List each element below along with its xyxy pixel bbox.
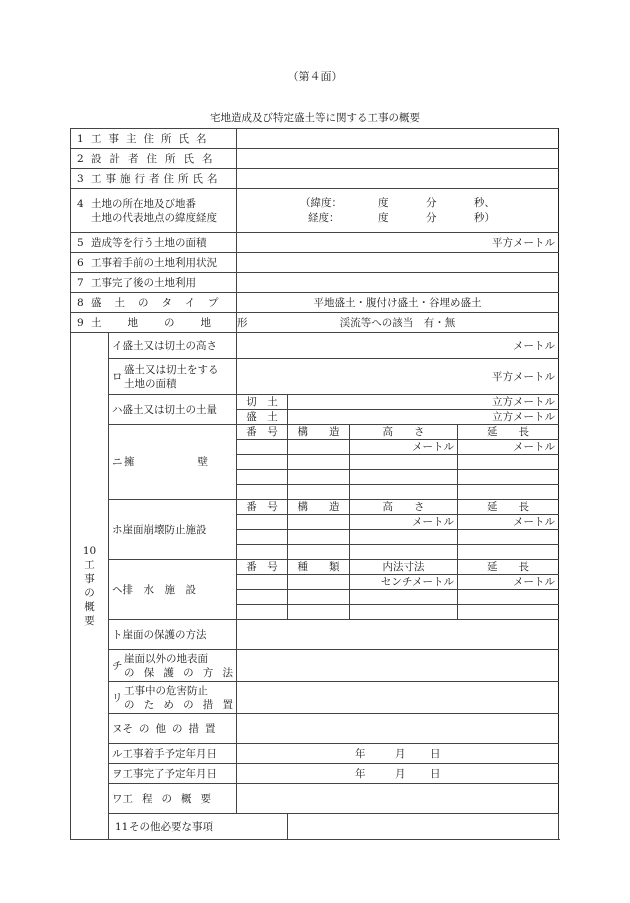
cell[interactable]	[237, 440, 288, 455]
cell[interactable]	[350, 545, 458, 560]
col-header-height: 高 さ	[350, 425, 458, 440]
field-terrain[interactable]	[237, 313, 559, 333]
field-contractor[interactable]	[237, 169, 559, 189]
row-label: 造成等を行う土地の面積	[91, 236, 207, 249]
cell[interactable]	[458, 575, 559, 590]
field-fill-volume[interactable]	[288, 410, 559, 425]
cell[interactable]	[288, 545, 350, 560]
row-label: 工事完了後の土地利用	[91, 276, 196, 289]
lon-label: 経度：	[308, 211, 340, 224]
fill-label: 盛 土	[237, 410, 288, 425]
cell[interactable]	[288, 575, 350, 590]
cell[interactable]	[458, 455, 559, 470]
row-label: 設計者住所氏名	[91, 152, 221, 165]
cell[interactable]	[350, 605, 458, 620]
field-prior-use[interactable]	[237, 253, 559, 273]
cell[interactable]	[350, 575, 458, 590]
row-11	[71, 814, 559, 840]
day-label: 日	[430, 767, 441, 780]
row-label: 工事着手前の土地利用状況	[91, 256, 217, 269]
sub-label-line1: 崖面以外の地表面	[124, 652, 208, 665]
cell[interactable]	[288, 530, 350, 545]
unit-label: メートル	[513, 441, 555, 453]
row-10-wo	[71, 764, 559, 784]
col-header-height: 高 さ	[350, 500, 458, 515]
cell[interactable]	[237, 545, 288, 560]
col-header-length: 延 長	[458, 560, 559, 575]
row-10-ha-cut	[71, 395, 559, 410]
year-label: 年	[355, 767, 366, 780]
row-label: 工事施行者住所氏名	[91, 172, 222, 185]
sub-mark: イ	[112, 339, 123, 352]
field-schedule[interactable]	[237, 784, 559, 814]
field-cut-fill-area[interactable]	[237, 359, 559, 395]
col-header-length: 延 長	[458, 500, 559, 515]
fill-type-options: 平地盛土・腹付け盛土・谷埋め盛土	[313, 296, 482, 309]
unit-label: メートル	[513, 339, 555, 352]
row-10-ro	[71, 359, 559, 395]
vert-char: 概	[84, 601, 95, 613]
sub-label: その他の措置	[122, 722, 222, 735]
cell[interactable]	[458, 590, 559, 605]
row-number: 5	[77, 236, 84, 249]
sub-label-line2: のための措置	[124, 698, 233, 711]
cell[interactable]	[237, 575, 288, 590]
row-number: 10	[82, 545, 97, 557]
row-label: 盛土のタイプ	[91, 296, 232, 309]
row-number: 3	[77, 172, 84, 185]
cell[interactable]	[288, 440, 350, 455]
min-label: 分	[426, 196, 437, 209]
row-number: 8	[77, 296, 84, 309]
sub-label: 工程の概要	[122, 792, 220, 805]
field-slope-protection[interactable]	[237, 620, 559, 650]
cell[interactable]	[458, 605, 559, 620]
row-label-line2: 土地の代表地点の緯度経度	[91, 211, 217, 224]
field-other-matters[interactable]	[288, 814, 559, 840]
cell[interactable]	[458, 530, 559, 545]
row-10-vertical-label	[71, 333, 109, 840]
sub-mark: ハ	[112, 403, 123, 416]
page-number: （第４面）	[287, 70, 343, 83]
sub-mark: ホ	[112, 523, 123, 536]
terrain-options: 渓流等への該当 有・無	[339, 316, 456, 329]
unit-label: メートル	[412, 516, 454, 528]
cell[interactable]	[288, 515, 350, 530]
cell[interactable]	[350, 485, 458, 500]
cell[interactable]	[458, 545, 559, 560]
field-surface-protection[interactable]	[237, 650, 559, 682]
cell[interactable]	[237, 530, 288, 545]
cell[interactable]	[288, 455, 350, 470]
row-10-ri	[71, 682, 559, 714]
row-10-ru	[71, 744, 559, 764]
vert-char: 工	[84, 559, 95, 571]
cell[interactable]	[288, 590, 350, 605]
row-8	[71, 293, 559, 313]
row-10-ni-header	[71, 425, 559, 440]
lat-label: （緯度：	[300, 196, 342, 209]
cell[interactable]	[237, 605, 288, 620]
unit-label: メートル	[513, 516, 555, 528]
row-10-he-header	[71, 560, 559, 575]
field-cut-volume[interactable]	[288, 395, 559, 410]
sub-label: 盛土又は切土の高さ	[122, 339, 217, 352]
sub-mark: リ	[112, 691, 123, 704]
col-header-structure: 構 造	[288, 425, 350, 440]
field-hazard-prevention[interactable]	[237, 682, 559, 714]
cell[interactable]	[350, 455, 458, 470]
row-10-wa	[71, 784, 559, 814]
row-10-chi	[71, 650, 559, 682]
row-label-line1: 土地の所在地及び地番	[91, 197, 196, 210]
cell[interactable]	[288, 485, 350, 500]
row-number: 7	[77, 276, 84, 289]
sub-label: 工事着手予定年月日	[122, 747, 217, 760]
row-number: 11	[115, 820, 129, 833]
year-label: 年	[355, 747, 366, 760]
row-2	[71, 149, 559, 169]
field-applicant[interactable]	[237, 129, 559, 149]
cell[interactable]	[237, 515, 288, 530]
col-header-length: 延 長	[458, 425, 559, 440]
row-label: その他必要な事項	[129, 820, 213, 833]
col-header-number: 番 号	[237, 560, 288, 575]
unit-label: 立方メートル	[492, 411, 555, 423]
unit-label: 平方メートル	[492, 236, 555, 249]
cell[interactable]	[458, 470, 559, 485]
cell[interactable]	[237, 590, 288, 605]
sub-label-line1: 工事中の危害防止	[124, 684, 208, 697]
sub-mark: ヘ	[112, 583, 123, 596]
field-fill-type[interactable]	[237, 293, 559, 313]
sub-mark: ル	[112, 747, 123, 760]
sub-label: 擁 壁	[124, 456, 208, 468]
cell[interactable]	[350, 440, 458, 455]
sub-label: 工事完了予定年月日	[122, 767, 217, 780]
field-post-use[interactable]	[237, 273, 559, 293]
row-number: 9	[77, 316, 84, 329]
month-label: 月	[395, 767, 406, 780]
row-10-i	[71, 333, 559, 359]
field-other-measures[interactable]	[237, 714, 559, 744]
col-header-inner-size: 内法寸法	[350, 560, 458, 575]
field-start-date[interactable]	[237, 744, 559, 764]
document-title: 宅地造成及び特定盛土等に関する工事の概要	[210, 112, 420, 124]
row-7	[71, 273, 559, 293]
sec-label: 秒、	[474, 196, 495, 209]
cell[interactable]	[458, 485, 559, 500]
sub-mark: ロ	[112, 370, 123, 383]
deg-label: 度	[378, 196, 389, 209]
row-1	[71, 129, 559, 149]
field-location[interactable]	[237, 189, 559, 233]
row-10-nu	[71, 714, 559, 744]
vert-char: の	[84, 587, 95, 599]
month-label: 月	[395, 747, 406, 760]
cell[interactable]	[288, 470, 350, 485]
sub-label: 排 水 施 設	[122, 583, 196, 596]
row-6	[71, 253, 559, 273]
unit-label: メートル	[412, 441, 454, 453]
cell[interactable]	[350, 470, 458, 485]
deg-label: 度	[378, 211, 389, 224]
field-completion-date[interactable]	[237, 764, 559, 784]
sub-label: 崖面の保護の方法	[122, 628, 207, 641]
sub-label: 盛土又は切土の土量	[122, 403, 217, 416]
col-header-number: 番 号	[237, 425, 288, 440]
sub-label-line1: 盛土又は切土をする	[124, 363, 219, 376]
cell[interactable]	[350, 530, 458, 545]
row-label: 工事主住所氏名	[91, 132, 214, 145]
vert-char: 要	[84, 615, 95, 627]
sub-mark: ヲ	[112, 767, 123, 780]
overview-form-table	[70, 128, 559, 840]
row-4	[71, 189, 559, 233]
unit-label: 立方メートル	[492, 396, 555, 408]
col-header-kind: 種 類	[288, 560, 350, 575]
sub-label-line2: 土地の面積	[124, 377, 177, 390]
unit-label: 平方メートル	[492, 370, 555, 383]
cell[interactable]	[458, 515, 559, 530]
col-header-structure: 構 造	[288, 500, 350, 515]
row-3	[71, 169, 559, 189]
row-10-to	[71, 620, 559, 650]
sub-mark: ワ	[112, 792, 123, 805]
cell[interactable]	[237, 455, 288, 470]
field-designer[interactable]	[237, 149, 559, 169]
sub-mark: チ	[112, 659, 123, 672]
col-header-number: 番 号	[237, 500, 288, 515]
cell[interactable]	[237, 470, 288, 485]
vert-char: 事	[84, 573, 95, 585]
cell[interactable]	[288, 605, 350, 620]
cell[interactable]	[350, 590, 458, 605]
row-10-ho-header	[71, 500, 559, 515]
min-label: 分	[426, 211, 437, 224]
cell[interactable]	[458, 440, 559, 455]
row-5	[71, 233, 559, 253]
cell[interactable]	[237, 485, 288, 500]
field-area[interactable]	[237, 233, 559, 253]
field-height[interactable]	[237, 333, 559, 359]
day-label: 日	[430, 747, 441, 760]
sub-label: 崖面崩壊防止施設	[122, 523, 207, 536]
unit-label: メートル	[513, 576, 555, 588]
sub-mark: ト	[112, 628, 123, 641]
unit-label: センチメートル	[380, 576, 454, 588]
cut-label: 切 土	[237, 395, 288, 410]
sec-label: 秒）	[474, 211, 495, 224]
sub-mark: ニ	[112, 456, 123, 468]
row-number: 6	[77, 256, 84, 269]
row-number: 1	[77, 132, 84, 145]
cell[interactable]	[350, 515, 458, 530]
sub-mark: ヌ	[112, 722, 123, 735]
row-label: 土地の地形	[91, 316, 274, 329]
sub-label-line2: の保護の方法	[124, 666, 233, 679]
row-number: 4	[77, 197, 84, 210]
row-number: 2	[77, 152, 84, 165]
row-9	[71, 313, 559, 333]
